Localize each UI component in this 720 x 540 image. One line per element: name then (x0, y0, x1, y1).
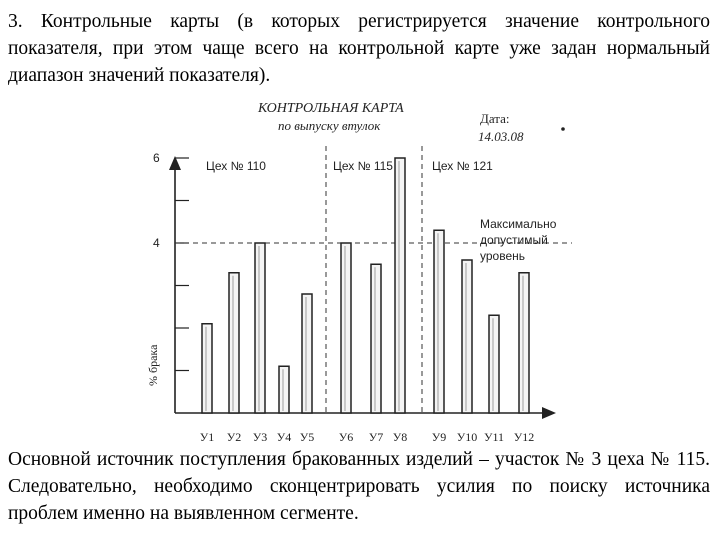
x-tick-label: У1 (199, 430, 215, 444)
x-tick-label: У10 (456, 430, 478, 444)
bar-У5 (302, 294, 312, 413)
group-label: Цех № 115 (333, 159, 393, 173)
bar-У4 (279, 366, 289, 413)
x-tick-label: У12 (513, 430, 535, 444)
bar-У12 (519, 273, 529, 413)
conclusion-paragraph: Основной источник поступления бракованных изделий – участок № 3 цеха № 115. Следовательно, необходимо сконцентрировать усилия по поиску источника проблем именно на выявленном сегменте. (8, 449, 710, 524)
x-tick-label: У5 (299, 430, 315, 444)
bar-У10 (462, 260, 472, 413)
threshold-label-line: допустимый (480, 233, 548, 247)
x-tick-label: У7 (368, 430, 384, 444)
x-tick-label: У4 (276, 430, 292, 444)
y-tick-label: 6 (153, 151, 160, 165)
date-value: 14.03.08 (478, 129, 524, 144)
chart-header (257, 101, 565, 144)
date-label: Дата: (480, 111, 510, 126)
chart-subtitle: по выпуску втулок (278, 118, 381, 133)
x-tick-labels (200, 430, 535, 444)
bar-У2 (229, 273, 239, 413)
bar-У3 (255, 243, 265, 413)
bar-У9 (434, 230, 444, 413)
y-axis-label: % брака (146, 344, 160, 386)
bar-У8 (395, 158, 405, 413)
threshold-label-line: Максимально (480, 217, 557, 231)
y-tick-label: 4 (153, 236, 160, 250)
threshold-label-line: уровень (480, 249, 526, 263)
bar-У6 (341, 243, 351, 413)
x-tick-label: У11 (483, 430, 505, 444)
intro-paragraph: 3. Контрольные карты (в которых регистрируется значение контрольного показателя, при этом чаще всего на контрольной карте уже задан нормальный диапазон значений показателя). (8, 11, 710, 86)
y-tick-labels (153, 151, 160, 250)
bar-У11 (489, 315, 499, 413)
bar-У1 (202, 324, 212, 413)
x-tick-label: У2 (226, 430, 242, 444)
x-axis-arrow (542, 407, 556, 419)
group-labels (206, 159, 493, 173)
x-tick-label: У6 (338, 430, 354, 444)
bar-У7 (371, 264, 381, 413)
group-label: Цех № 110 (206, 159, 266, 173)
control-chart (140, 96, 580, 448)
ink-dot (561, 127, 565, 131)
group-label: Цех № 121 (432, 159, 493, 173)
x-tick-label: У8 (392, 430, 408, 444)
x-tick-label: У9 (431, 430, 447, 444)
x-tick-label: У3 (252, 430, 268, 444)
threshold-line-group (175, 217, 572, 263)
bars-group (202, 158, 529, 413)
chart-title: КОНТРОЛЬНАЯ КАРТА (258, 101, 404, 116)
